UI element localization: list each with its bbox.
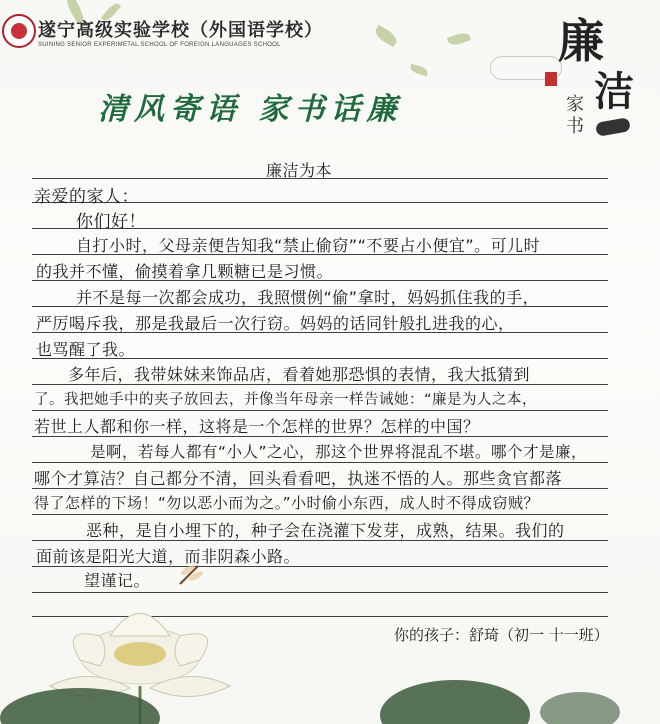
school-name-en: SUINING SENIOR EXPERIMETAL SCHOOL OF FOREIGN LANGUAGES SCHOOL xyxy=(38,42,281,48)
leaf-decoration xyxy=(409,64,428,76)
red-stamp xyxy=(545,72,557,86)
letter-signature: 你的孩子：舒琦（初一 十一班） xyxy=(394,626,609,644)
school-logo xyxy=(2,14,36,48)
ink-stone-icon xyxy=(595,117,631,137)
letter-line: 望谨记。 xyxy=(84,571,151,590)
letter-line: 并不是每一次都会成功，我照惯例“偷”拿时，妈妈抓住我的手， xyxy=(76,288,540,307)
slogan-heading: 清风寄语 家书话廉 xyxy=(98,92,403,127)
ruled-line xyxy=(32,410,608,411)
letter-line: 你们好！ xyxy=(76,212,146,232)
letter-line: 若世上人都和你一样，这将是一个怎样的世界？怎样的中国？ xyxy=(34,417,480,436)
lotus-leaf-decoration xyxy=(380,680,530,724)
letter-line: 是啊，若每人都有“小人”之心，那这个世界将混乱不堪。哪个才是廉， xyxy=(90,443,588,461)
letter-line: 得了怎样的下场！“勿以恶小而为之。”小时偷小东西，成人时不得成窃贼？ xyxy=(34,494,540,512)
letter-line: 也骂醒了我。 xyxy=(36,340,136,359)
letter-line: 哪个才算洁？自己都分不清，回头看看吧，执迷不悟的人。那些贪官都落 xyxy=(34,469,563,488)
seal-char-lian: 廉 xyxy=(558,14,604,68)
ruled-line xyxy=(32,592,608,593)
lotus-leaf-decoration xyxy=(540,692,620,724)
letter-greeting: 亲爱的家人： xyxy=(34,187,139,207)
seal-char-jie: 洁 xyxy=(594,68,634,115)
letter-line: 自打小时，父母亲便告知我“禁止偷窃”“不要占小便宜”。可儿时 xyxy=(76,236,541,255)
ruled-line xyxy=(32,514,608,515)
dragonfly-icon xyxy=(176,562,206,586)
letter-line: 的我并不懂，偷摸着拿几颗糖已是习惯。 xyxy=(36,262,334,281)
letter-line: 面前该是阳光大道，而非阴森小路。 xyxy=(36,547,301,566)
leaf-decoration xyxy=(447,31,471,48)
letter-line: 了。我把她手中的夹子放回去，并像当年母亲一样告诫她：“廉是为人之本， xyxy=(34,392,538,408)
letter-line: 严厉喝斥我，那是我最后一次行窃。妈妈的话同针般扎进我的心， xyxy=(36,314,515,333)
school-name-cn: 遂宁高级实验学校（外国语学校） xyxy=(38,20,323,41)
letter-title: 廉洁为本 xyxy=(266,161,333,180)
letter-line: 恶种，是自小埋下的，种子会在浇灌下发芽，成熟，结果。我们的 xyxy=(86,521,565,540)
leaf-decoration xyxy=(373,25,400,47)
seal-subtitle: 家书 xyxy=(566,94,584,137)
ruled-line xyxy=(32,462,608,463)
letter-line: 多年后，我带妹妹来饰品店，看着她那恐惧的表情，我大抵猜到 xyxy=(68,365,531,384)
